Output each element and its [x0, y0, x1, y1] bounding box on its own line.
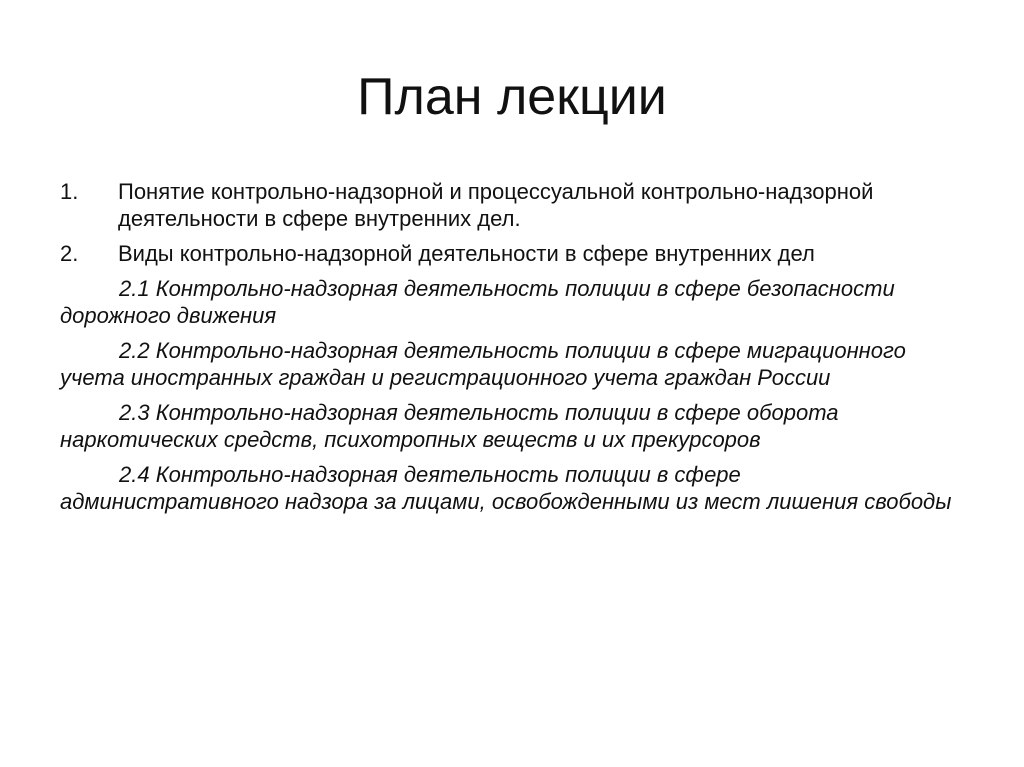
lecture-plan-list — [60, 178, 960, 523]
plan-subitem-2-1: 2.1 Контрольно-надзорная деятельность полиции в сфере безопасности дорожного движения — [60, 276, 895, 328]
plan-item-text: Понятие контрольно-надзорной и процессуальной контрольно-надзорной деятельности в сфере внутренних дел. — [118, 179, 874, 231]
plan-item-number: 2. — [60, 241, 79, 266]
plan-item-1 — [60, 178, 960, 232]
plan-subitem-2-2: 2.2 Контрольно-надзорная деятельность полиции в сфере миграционного учета иностранных граждан и регистрационного учета граждан России — [60, 338, 906, 390]
plan-item-2 — [60, 240, 960, 267]
plan-item-number: 1. — [60, 179, 79, 204]
plan-item-text: Виды контрольно-надзорной деятельности в сфере внутренних дел — [118, 241, 815, 266]
slide-title: План лекции — [357, 68, 667, 126]
plan-subitem-2-3: 2.3 Контрольно-надзорная деятельность полиции в сфере оборота наркотических средств, психотропных веществ и их прекурсоров — [60, 400, 839, 452]
plan-subitem-2-4: 2.4 Контрольно-надзорная деятельность полиции в сфере административного надзора за лицами, освобожденными из мест лишения свободы — [60, 462, 952, 514]
